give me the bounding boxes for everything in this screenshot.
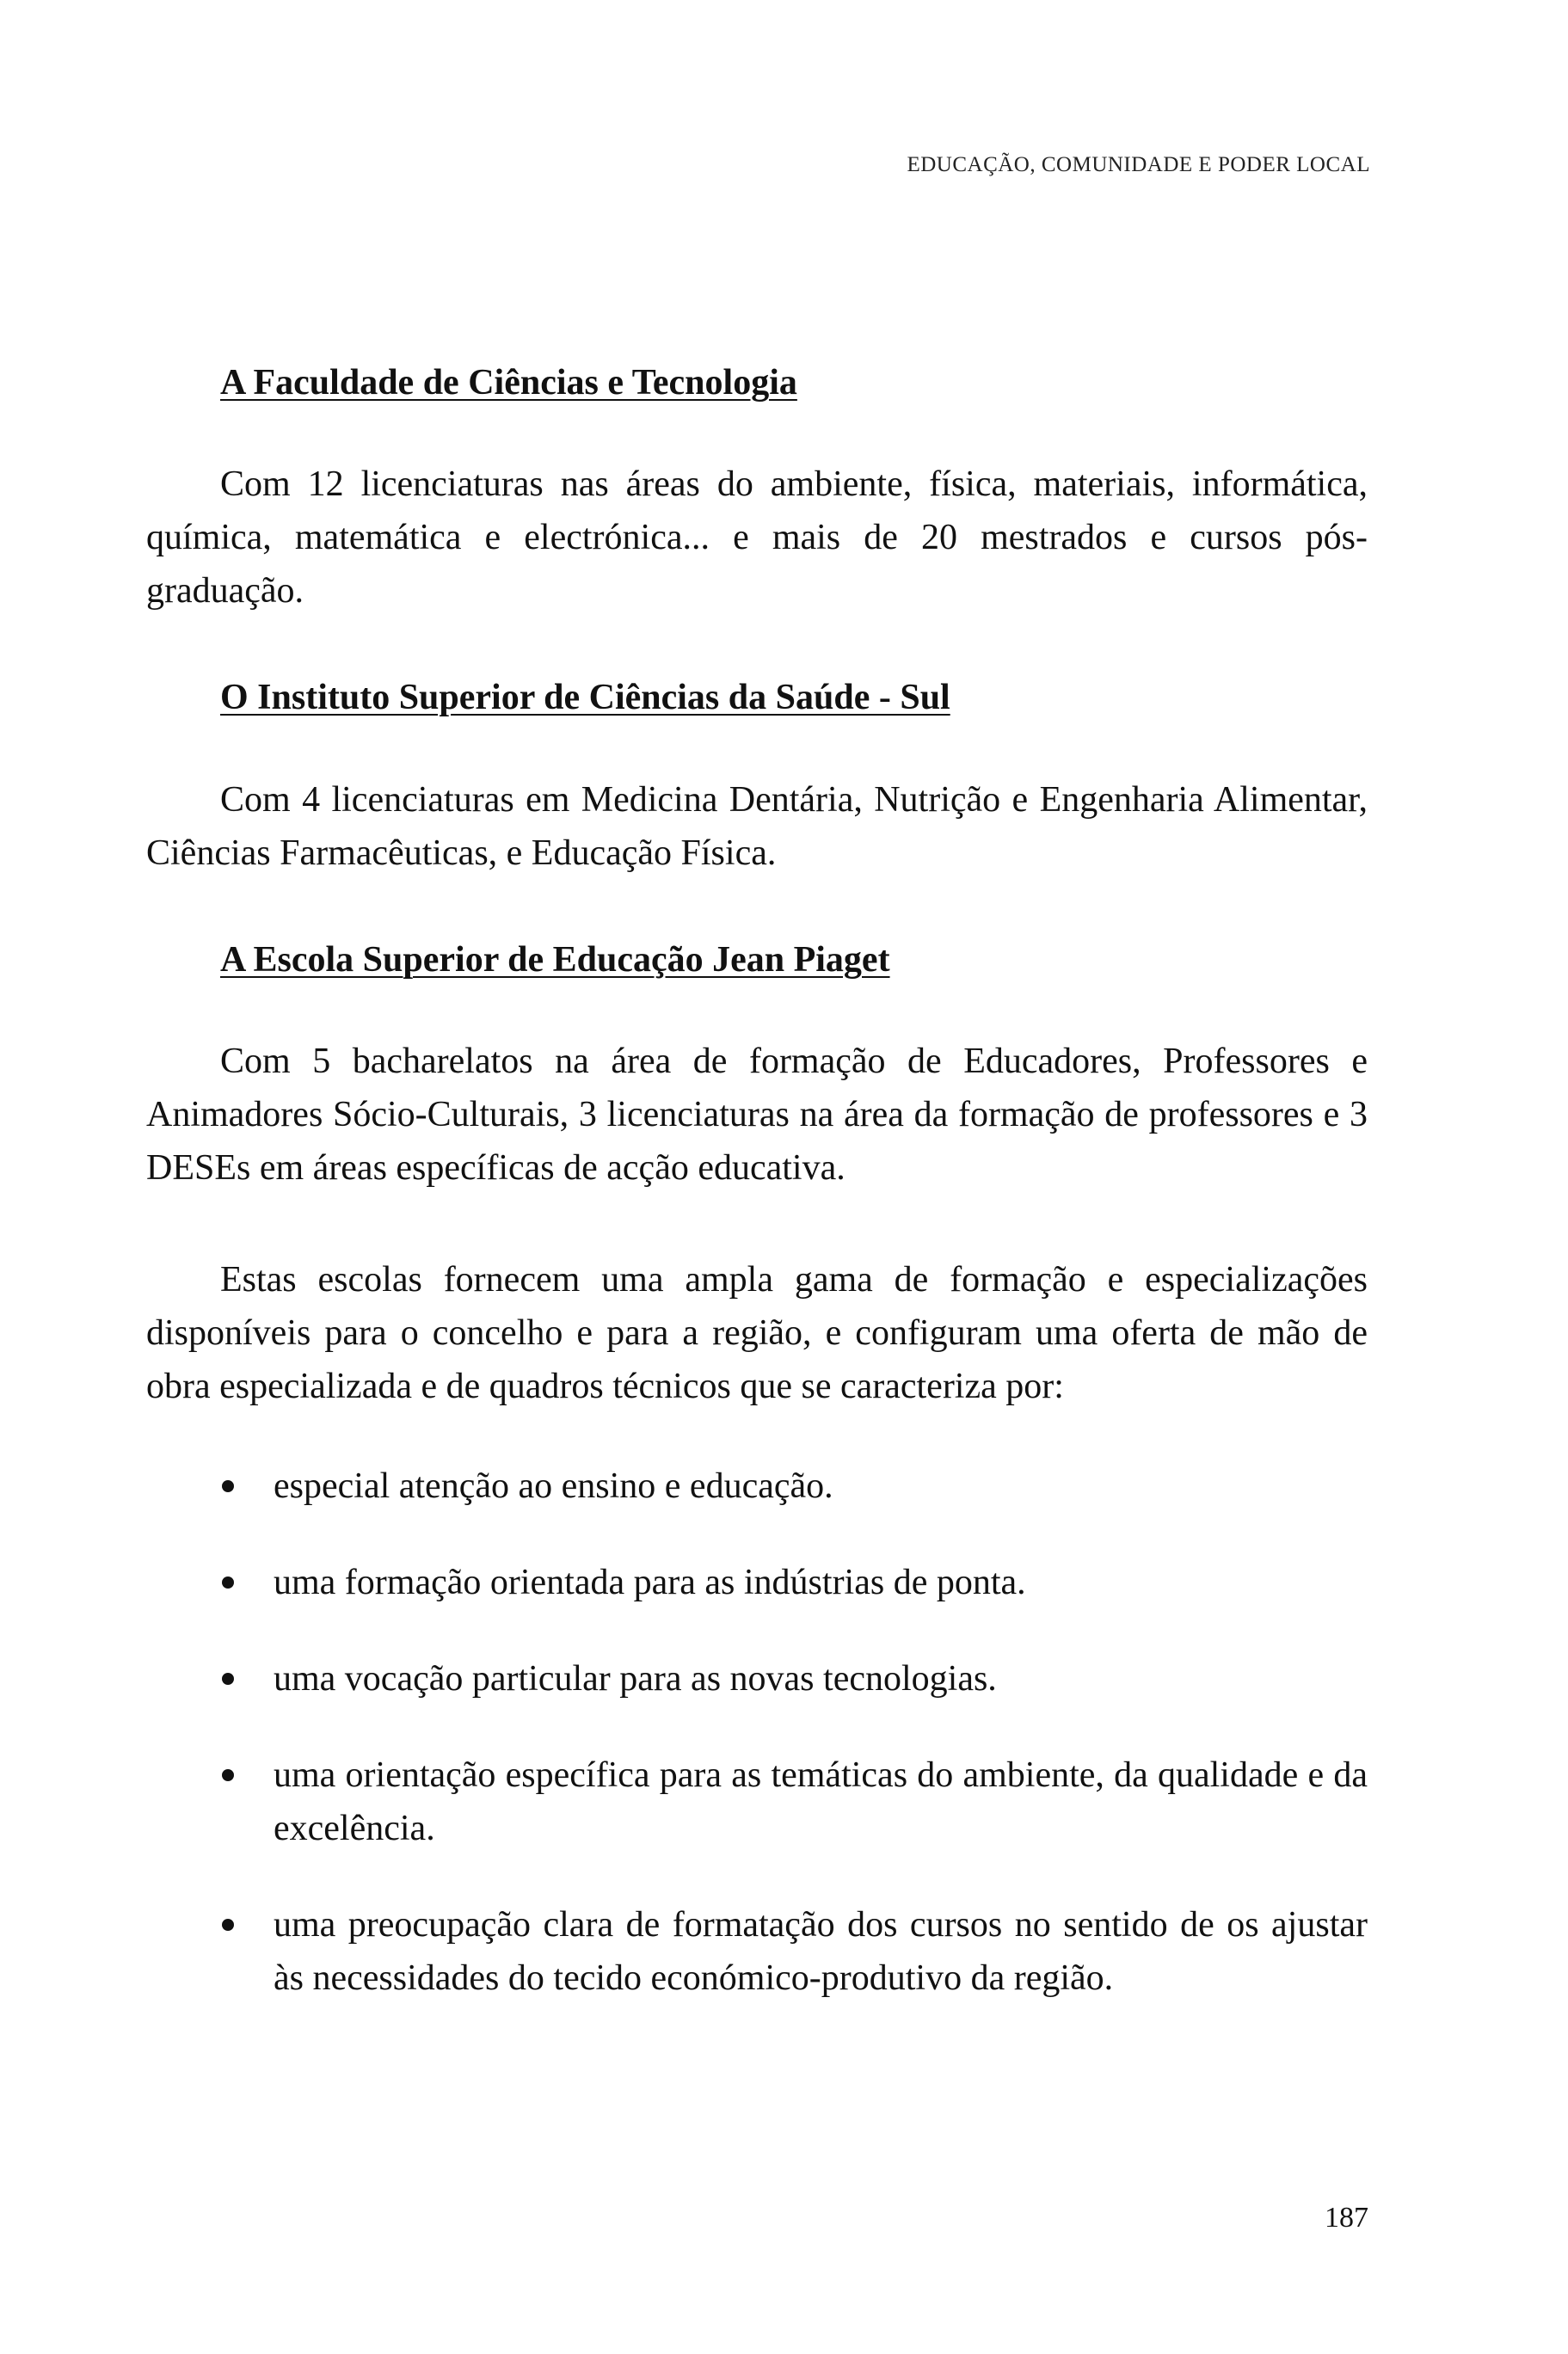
bullet-icon (222, 1577, 234, 1589)
bullet-icon (222, 1769, 234, 1781)
page-number: 187 (1325, 2202, 1368, 2234)
running-header: EDUCAÇÃO, COMUNIDADE E PODER LOCAL (907, 153, 1370, 176)
section-heading: A Escola Superior de Educação Jean Piaget (220, 939, 890, 980)
bullet-icon (222, 1480, 234, 1492)
section-text: Com 12 licenciaturas nas áreas do ambiente, física, materiais, informática, química, matemática e electrónica... e mais de 20 mestrados e cursos pós-graduação. (146, 464, 1368, 612)
section-escola (146, 938, 1368, 1195)
list-item (146, 1556, 1368, 1609)
list-item-text: uma orientação específica para as temáticas do ambiente, da qualidade e da excelência. (274, 1755, 1368, 1849)
list-item-text: uma preocupação clara de formatação dos cursos no sentido de os ajustar às necessidades do tecido económico-produtivo da região. (274, 1905, 1368, 1999)
section-heading: A Faculdade de Ciências e Tecnologia (220, 363, 797, 403)
list-item-text: uma vocação particular para as novas tecnologias. (274, 1659, 997, 1699)
list-item (146, 1898, 1368, 2005)
characteristics-list (146, 1460, 1368, 2005)
list-item-text: uma formação orientada para as indústrias de ponta. (274, 1563, 1026, 1603)
page-content (146, 361, 1368, 2048)
section-text: Com 5 bacharelatos na área de formação de Educadores, Professores e Animadores Sócio-Culturais, 3 licenciaturas na área da formação de professores e 3 DESEs em áreas específicas de acção educativa. (146, 1042, 1368, 1189)
section-text: Com 4 licenciaturas em Medicina Dentária, Nutrição e Engenharia Alimentar, Ciências Farmacêuticas, e Educação Física. (146, 779, 1368, 873)
summary-paragraph: Estas escolas fornecem uma ampla gama de formação e especializações disponíveis para o concelho e para a região, e configuram uma oferta de mão de obra especializada e de quadros técnicos que se caracteriza por: (146, 1260, 1368, 1407)
list-item (146, 1460, 1368, 1513)
list-item-text: especial atenção ao ensino e educação. (274, 1466, 833, 1507)
section-instituto (146, 676, 1368, 879)
section-faculdade (146, 361, 1368, 618)
bullet-icon (222, 1673, 234, 1685)
list-item (146, 1749, 1368, 1855)
list-item (146, 1652, 1368, 1706)
bullet-icon (222, 1919, 234, 1931)
section-heading: O Instituto Superior de Ciências da Saúde - Sul (220, 678, 950, 718)
